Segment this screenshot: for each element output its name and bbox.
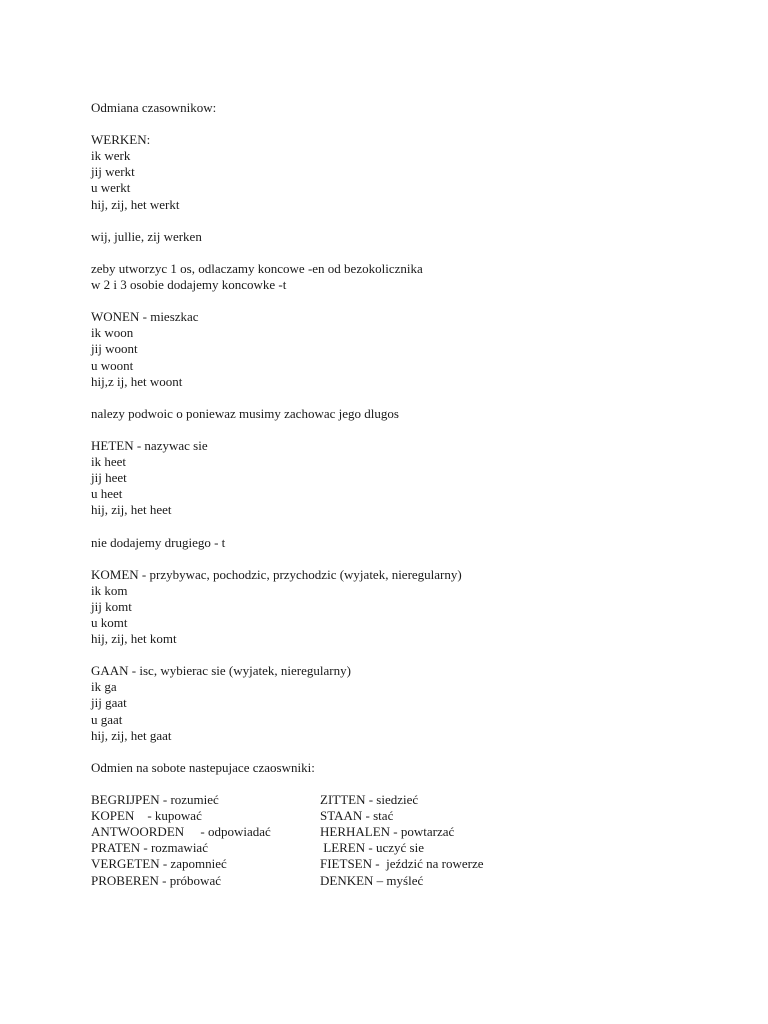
text-line: zeby utworzyc 1 os, odlaczamy koncowe -en od bezokolicznika xyxy=(91,260,423,276)
vocab-item: STAAN - stać xyxy=(320,808,394,824)
vocab-item: KOPEN - kupować xyxy=(91,808,202,824)
conjugation-wonen xyxy=(91,309,731,389)
text-line: ik heet xyxy=(91,454,127,470)
document-title-block xyxy=(91,100,731,116)
vocab-item: HERHALEN - powtarzać xyxy=(320,824,455,840)
text-line: ik kom xyxy=(91,582,128,598)
text-line: u gaat xyxy=(91,711,123,727)
vocab-item: PROBEREN - próbować xyxy=(91,872,221,888)
document-page xyxy=(91,100,731,889)
text-line: hij, zij, het komt xyxy=(91,631,177,647)
text-line: hij, zij, het heet xyxy=(91,502,172,518)
text-line: jij heet xyxy=(91,470,127,486)
text-line: hij,z ij, het woont xyxy=(91,373,183,389)
text-line: w 2 i 3 osobie dodajemy koncowke -t xyxy=(91,277,287,293)
text-line: nalezy podwoic o poniewaz musimy zachowac jego dlugos xyxy=(91,405,399,421)
text-line: GAAN - isc, wybierac sie (wyjatek, nieregularny) xyxy=(91,663,351,679)
rule-note xyxy=(91,261,731,293)
vocabulary-list xyxy=(91,792,731,889)
vocab-item: BEGRIJPEN - rozumieć xyxy=(91,792,219,808)
conjugation-komen xyxy=(91,567,731,647)
vocab-item: FIETSEN - jeździć na rowerze xyxy=(320,856,484,872)
text-line: ik woon xyxy=(91,325,134,341)
text-line: jij werkt xyxy=(91,164,135,180)
vocab-item: PRATEN - rozmawiać xyxy=(91,840,208,856)
text-line: u komt xyxy=(91,615,128,630)
text-line: HETEN - nazywac sie xyxy=(91,437,208,453)
vocab-item: ZITTEN - siedzieć xyxy=(320,792,419,808)
text-line: u werkt xyxy=(91,180,131,196)
text-line: hij, zij, het gaat xyxy=(91,727,172,743)
text-line: ik werk xyxy=(91,148,131,164)
vocab-item: ANTWOORDEN - odpowiadać xyxy=(91,824,271,840)
vocabulary-column-right xyxy=(320,792,620,889)
text-line: Odmien na sobote nastepujace czaoswniki: xyxy=(91,759,315,775)
homework-heading xyxy=(91,760,731,776)
conjugation-werken xyxy=(91,132,731,212)
vocab-item: VERGETEN - zapomnieć xyxy=(91,856,227,872)
plural-note xyxy=(91,229,731,245)
text-line: u heet xyxy=(91,486,123,502)
text-line: jij gaat xyxy=(91,695,127,711)
heten-note xyxy=(91,535,731,551)
text-line: KOMEN - przybywac, pochodzic, przychodzic (wyjatek, nieregularny) xyxy=(91,566,462,582)
text-line: WERKEN: xyxy=(91,132,151,148)
text-line: hij, zij, het werkt xyxy=(91,196,180,212)
text-line: u woont xyxy=(91,357,134,373)
conjugation-gaan xyxy=(91,663,731,743)
vocab-item: LEREN - uczyć sie xyxy=(320,840,424,856)
wonen-note xyxy=(91,406,731,422)
text-line: wij, jullie, zij werken xyxy=(91,228,202,244)
text-line: ik ga xyxy=(91,679,117,695)
vocabulary-column-left xyxy=(91,792,320,889)
vocab-item: DENKEN – myśleć xyxy=(320,872,424,888)
document-title: Odmiana czasownikow: xyxy=(91,100,217,115)
text-line: nie dodajemy drugiego - t xyxy=(91,534,226,550)
conjugation-heten xyxy=(91,438,731,518)
text-line: WONEN - mieszkac xyxy=(91,309,199,325)
text-line: jij woont xyxy=(91,341,138,357)
text-line: jij komt xyxy=(91,598,132,614)
